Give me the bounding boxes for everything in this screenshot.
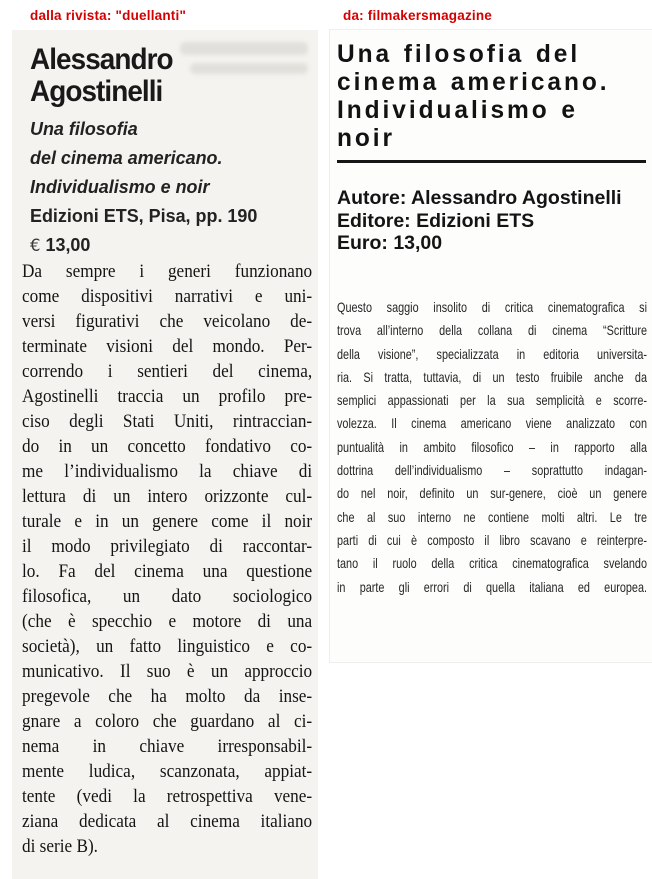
text-line: versi figurativi che veicolano de- — [22, 312, 313, 332]
text-line: di serie B). — [22, 837, 98, 857]
source-label-right: da: filmakersmagazine — [343, 8, 493, 23]
text-line: turale e in un genere come il noir — [22, 512, 313, 532]
text-line: filosofica, un dato sociologico — [22, 587, 313, 607]
text-line: Individualismo e noir — [30, 176, 210, 197]
text-line: Una filosofia del — [337, 40, 581, 68]
right-review-clipping — [330, 30, 652, 662]
text-line: ria. Si tratta, tuttavia, di un testo fruibile anche da — [337, 368, 647, 385]
text-line: terminate visioni del mondo. Per- — [22, 337, 313, 357]
text-line: trova all’interno della collana di cinema “Scritture — [337, 322, 647, 339]
text-line: (che è specchio e motore di una — [22, 612, 313, 632]
review-body-left — [22, 260, 312, 860]
price — [30, 230, 257, 261]
text-line: società), un fatto linguistico e co- — [22, 637, 313, 657]
price-value: 13,00 — [45, 234, 91, 255]
text-line: gnare a coloro che guardano al ci- — [22, 712, 313, 732]
text-line: Da sempre i generi funzionano — [22, 262, 313, 282]
text-line: Individualismo e — [337, 96, 578, 124]
text-line: Euro: 13,00 — [337, 232, 443, 254]
text-line: tano il ruolo della critica cinematografica svelando — [337, 555, 647, 572]
text-line: tente (vedi la retrospettiva vene- — [22, 787, 313, 807]
text-line: mente ludica, scanzonata, appiat- — [22, 762, 313, 782]
text-line: ciso degli Stati Uniti, rintraccian- — [22, 412, 313, 432]
text-line: ziana dedicata al cinema italiano — [22, 812, 313, 832]
text-line: del cinema americano. — [30, 147, 223, 168]
text-line: municativo. Il suo è un approccio — [22, 662, 313, 682]
text-line: puntualità in ambito filosofico – in rapporto alla — [337, 438, 647, 455]
text-line: dottrina dell’individualismo – soprattutto indagan- — [337, 462, 647, 479]
text-line: della visione”, specializzata in editoria universita- — [337, 345, 647, 362]
text-line: Agostinelli traccia un profilo pre- — [22, 387, 313, 407]
text-line: noir — [337, 124, 396, 152]
book-title — [30, 114, 257, 201]
text-line: correndo i sentieri del cinema, — [22, 362, 313, 382]
text-line: do in un concetto fondativo co- — [22, 437, 313, 457]
publisher-line: Edizioni ETS, Pisa, pp. 190 — [30, 205, 258, 226]
text-line: come dispositivi narrativi e uni- — [22, 287, 313, 307]
text-line: semplici appassionati per la sua semplicità e scorre- — [337, 392, 647, 409]
review-body-right — [337, 296, 647, 599]
euro-symbol: € — [30, 236, 41, 256]
text-line: nema in chiave irresponsabil- — [22, 737, 313, 757]
text-line: lettura di un intero orizzonte cul- — [22, 487, 313, 507]
title-underline — [337, 160, 646, 163]
text-line: Questo saggio insolito di critica cinematografica si — [337, 299, 647, 315]
left-review-clipping — [12, 30, 318, 879]
source-label-left: dalla rivista: "duellanti" — [30, 8, 187, 23]
text-line: do nel noir, definito un sur-genere, cioè un genere — [337, 485, 647, 502]
book-info — [30, 114, 257, 261]
text-line: Una filosofia — [30, 118, 138, 139]
text-line: volezza. Il cinema americano viene analizzato con — [337, 415, 647, 432]
text-line: Editore: Edizioni ETS — [337, 209, 535, 232]
text-line: il modo privilegiato di raccontar- — [22, 537, 313, 557]
book-meta — [337, 187, 622, 255]
text-line: che al suo interno ne contiene molti altri. Le tre — [337, 508, 647, 525]
article-title — [337, 40, 610, 152]
text-line: Alessandro — [30, 43, 173, 76]
ink-bleed-artifact — [180, 38, 308, 102]
text-line: parti di cui è composto il libro scavano e reinterpre- — [337, 531, 647, 548]
text-line: cinema americano. — [337, 68, 610, 96]
author-name — [30, 44, 173, 108]
text-line: lo. Fa del cinema una questione — [22, 562, 313, 582]
text-line: me l’individualismo la chiave di — [22, 462, 313, 482]
text-line: Agostinelli — [30, 75, 163, 108]
text-line: Autore: Alessandro Agostinelli — [337, 187, 622, 209]
text-line: pregevole che ha molto da inse- — [22, 687, 313, 707]
text-line: in parte gli errori di quella italiana ed europea. — [337, 578, 647, 595]
